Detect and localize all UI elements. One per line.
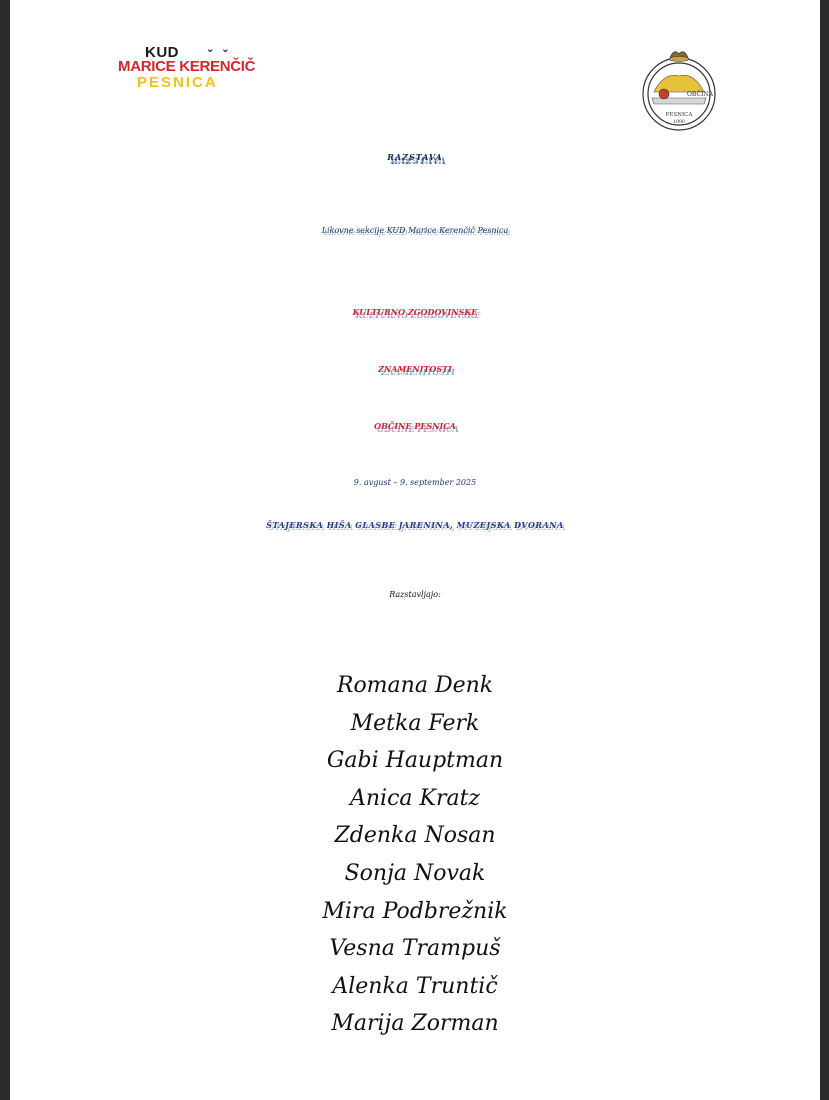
exhibitor-name: Sonja Novak: [344, 860, 486, 886]
exhibitor-name: Vesna Trampuš: [329, 936, 501, 962]
exhibitors-label: Razstavljajo:: [389, 590, 441, 599]
exhibitor-name: Gabi Hauptman: [326, 748, 504, 774]
poster-subtitle: Likovne sekcije KUD Marice Kerenčič Pesnica: [321, 226, 509, 235]
kud-logo: [118, 44, 278, 94]
exhibition-title-line3: OBČINE PESNICA: [374, 421, 456, 431]
exhibitor-name: Metka Ferk: [350, 710, 480, 736]
exhibition-venue: ŠTAJERSKA HIŠA GLASBE JARENINA, MUZEJSKA DVORANA: [266, 520, 564, 530]
exhibitor-name: Marija Zorman: [331, 1011, 499, 1037]
kud-logo-line2: MARICE KERENČIČ: [118, 58, 256, 75]
exhibition-title-line2: ZNAMENITOSTI: [378, 364, 452, 374]
exhibitor-name: Mira Podbrežnik: [322, 898, 508, 924]
exhibitors-list: [10, 667, 820, 1043]
crest-label-bottom: PESNICA: [665, 112, 693, 118]
kud-logo-line3: PESNICA: [137, 74, 218, 91]
kud-logo-line1: KUD: [145, 44, 179, 61]
exhibitor-name: Anica Kratz: [349, 785, 481, 811]
exhibitor-name: Zdenka Nosan: [334, 823, 496, 849]
exhibition-title-line1: KULTURNO ZGODOVINSKE: [352, 307, 478, 317]
poster-title: RAZSTAVA: [387, 152, 443, 162]
exhibitor-name: Romana Denk: [336, 673, 494, 698]
crest-label-top: OBČINA: [687, 91, 713, 98]
crest-year: 1990: [673, 120, 685, 125]
poster-page: [10, 0, 820, 1100]
municipality-crest-icon: [634, 42, 724, 132]
birds-icon: ⌄ ⌄: [206, 44, 232, 55]
exhibition-dates: 9. avgust – 9. september 2025: [353, 478, 477, 487]
exhibitor-name: Alenka Truntič: [332, 973, 498, 999]
